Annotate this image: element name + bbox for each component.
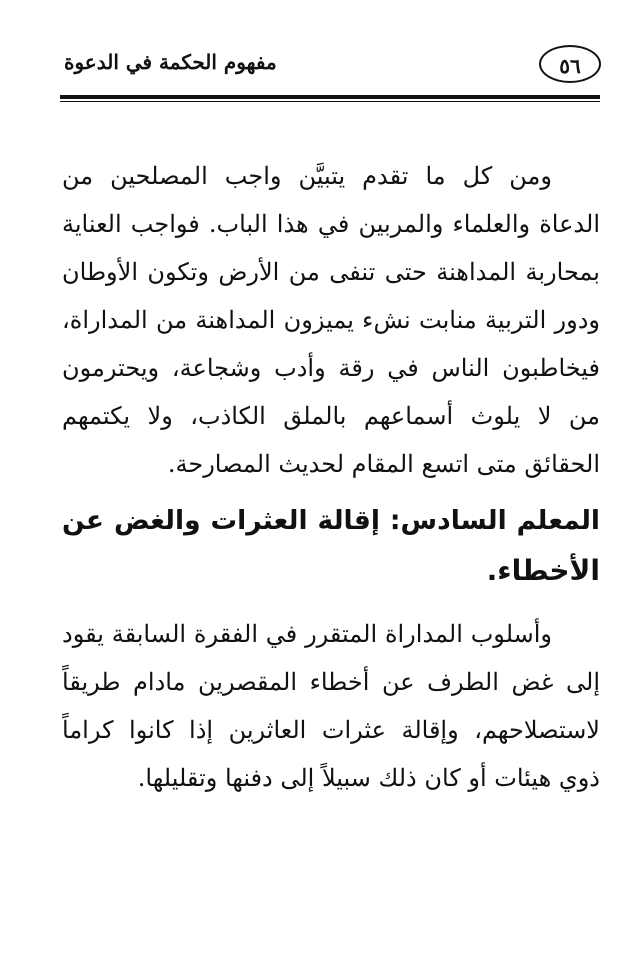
- header-rule-thin: [60, 101, 600, 102]
- running-title: مفهوم الحكمة في الدعوة: [64, 50, 277, 74]
- paragraph-1-line: الحقائق متى اتسع المقام لحديث المصارحة.: [167, 450, 600, 478]
- paragraph-2-line: لاستصلاحهم، وإقالة عثرات العاثرين إذا كانوا كراماً: [62, 716, 600, 744]
- paragraph-1-line: من لا يلوث أسماعهم بالملق الكاذب، ولا يكتمهم: [62, 402, 600, 430]
- paragraph-2: [62, 610, 600, 802]
- header-rule-thick: [60, 95, 600, 99]
- paragraph-1-line: ومن كل ما تقدم يتبيَّن واجب المصلحين من: [62, 162, 552, 190]
- paragraph-2-line: إلى غض الطرف عن أخطاء المقصرين مادام طريقاً: [62, 668, 600, 696]
- section-heading-line: المعلم السادس: إقالة العثرات والغض عن: [62, 505, 600, 536]
- paragraph-2-line: ذوي هيئات أو كان ذلك سبيلاً إلى دفنها وتقليلها.: [137, 764, 600, 792]
- paragraph-2-line: وأسلوب المداراة المتقرر في الفقرة السابقة يقود: [62, 620, 552, 648]
- page-header: [60, 40, 605, 92]
- section-heading-line: الأخطاء.: [486, 554, 600, 587]
- paragraph-1-line: الدعاة والعلماء والمربين في هذا الباب. فواجب العناية: [62, 210, 600, 238]
- page-number-oval: ٥٦: [539, 45, 601, 83]
- paragraph-1: [62, 152, 600, 488]
- paragraph-1-line: بمحاربة المداهنة حتى تنفى من الأرض وتكون الأوطان: [62, 258, 600, 286]
- paragraph-1-line: فيخاطبون الناس في رقة وأدب وشجاعة، ويحترمون: [62, 354, 600, 382]
- paragraph-1-line: ودور التربية منابت نشء يميزون المداهنة من المداراة،: [62, 306, 600, 334]
- section-heading: [62, 496, 600, 596]
